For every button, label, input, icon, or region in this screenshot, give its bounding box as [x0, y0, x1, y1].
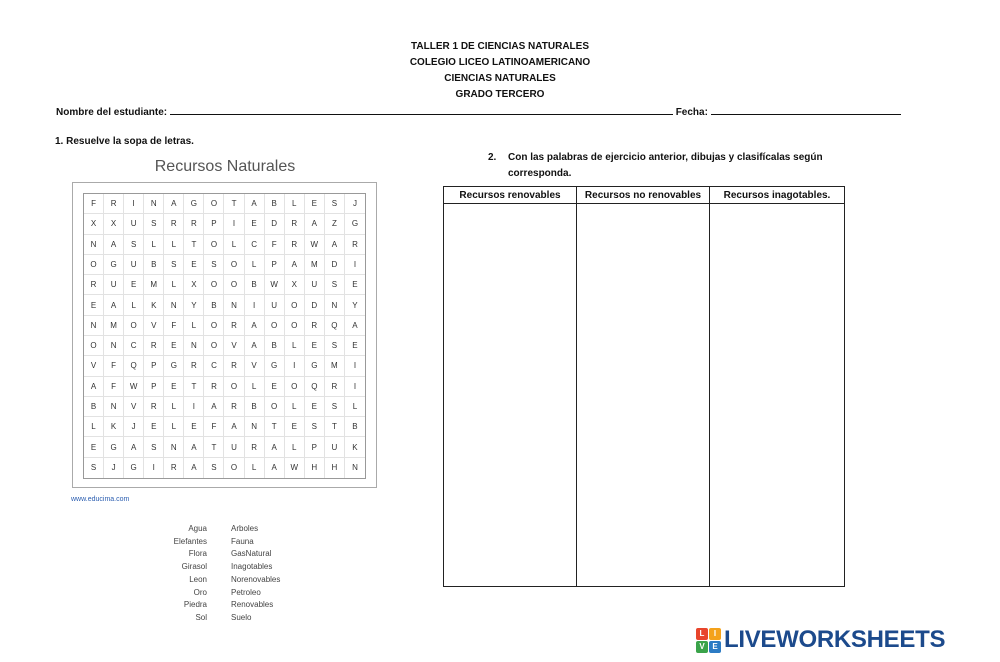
grid-cell[interactable]: B — [245, 397, 265, 417]
grid-cell[interactable]: R — [224, 397, 244, 417]
grid-cell[interactable]: B — [265, 336, 285, 356]
grid-cell[interactable]: S — [164, 255, 184, 275]
grid-cell[interactable]: W — [305, 235, 325, 255]
grid-cell[interactable]: X — [184, 275, 204, 295]
grid-cell[interactable]: S — [124, 235, 144, 255]
grid-cell[interactable]: A — [84, 377, 104, 397]
grid-cell[interactable]: F — [104, 356, 124, 376]
grid-cell[interactable]: N — [164, 437, 184, 457]
grid-cell[interactable]: F — [84, 194, 104, 214]
question-2 — [488, 150, 848, 182]
grid-cell[interactable]: I — [224, 214, 244, 234]
grid-cell[interactable]: S — [325, 194, 345, 214]
header-line-4: GRADO TERCERO — [455, 89, 545, 100]
grid-cell[interactable]: F — [104, 377, 124, 397]
grid-cell[interactable]: H — [305, 458, 325, 478]
grid-cell[interactable]: N — [104, 397, 124, 417]
column-header-renewable: Recursos renovables — [444, 187, 577, 204]
grid-cell[interactable]: T — [224, 194, 244, 214]
grid-cell[interactable]: O — [224, 255, 244, 275]
grid-cell[interactable]: X — [104, 214, 124, 234]
grid-cell[interactable]: I — [144, 458, 164, 478]
grid-cell[interactable]: V — [245, 356, 265, 376]
grid-cell[interactable]: G — [164, 356, 184, 376]
grid-cell[interactable]: E — [245, 214, 265, 234]
grid-cell[interactable]: D — [305, 295, 325, 315]
grid-cell[interactable]: P — [265, 255, 285, 275]
date-label: Fecha: — [675, 107, 708, 118]
grid-cell[interactable]: V — [124, 397, 144, 417]
grid-cell[interactable]: A — [204, 397, 224, 417]
grid-cell[interactable]: B — [144, 255, 164, 275]
grid-cell[interactable]: I — [345, 255, 365, 275]
grid-cell[interactable]: G — [104, 255, 124, 275]
grid-cell[interactable]: L — [164, 417, 184, 437]
grid-cell[interactable]: O — [204, 336, 224, 356]
grid-cell[interactable]: K — [144, 295, 164, 315]
grid-cell[interactable]: O — [285, 295, 305, 315]
grid-cell[interactable]: T — [184, 377, 204, 397]
grid-cell[interactable]: E — [345, 275, 365, 295]
grid-cell[interactable]: Q — [325, 316, 345, 336]
wordsearch-title: Recursos Naturales — [154, 158, 296, 175]
grid-cell[interactable]: A — [265, 458, 285, 478]
logo-text: LIVEWORKSHEETS — [724, 626, 946, 653]
grid-cell[interactable]: E — [305, 397, 325, 417]
grid-cell[interactable]: U — [124, 255, 144, 275]
answer-cell-nonrenewable[interactable] — [577, 204, 710, 587]
grid-cell[interactable]: C — [245, 235, 265, 255]
grid-cell[interactable]: K — [104, 417, 124, 437]
grid-cell[interactable]: L — [285, 336, 305, 356]
grid-cell[interactable]: V — [144, 316, 164, 336]
word-item: Leon — [189, 574, 207, 584]
question-2-number: 2. — [488, 152, 497, 163]
grid-cell[interactable]: R — [224, 316, 244, 336]
grid-cell[interactable]: R — [164, 214, 184, 234]
grid-cell[interactable]: Q — [305, 377, 325, 397]
grid-cell[interactable]: N — [245, 417, 265, 437]
grid-cell[interactable]: E — [84, 437, 104, 457]
grid-cell[interactable]: E — [265, 377, 285, 397]
grid-cell[interactable]: T — [184, 235, 204, 255]
grid-cell[interactable]: S — [204, 255, 224, 275]
grid-cell[interactable]: N — [325, 295, 345, 315]
grid-cell[interactable]: S — [84, 458, 104, 478]
grid-cell[interactable]: A — [224, 417, 244, 437]
grid-cell[interactable]: T — [204, 437, 224, 457]
header-line-3: CIENCIAS NATURALES — [444, 73, 556, 84]
grid-cell[interactable]: X — [285, 275, 305, 295]
grid-cell[interactable]: E — [305, 336, 325, 356]
grid-cell[interactable]: R — [204, 377, 224, 397]
grid-cell[interactable]: O — [285, 316, 305, 336]
grid-cell[interactable]: A — [164, 194, 184, 214]
grid-cell[interactable]: N — [352, 463, 358, 473]
logo-icon-letter: L — [696, 628, 708, 640]
grid-cell[interactable]: J — [124, 417, 144, 437]
word-item: Flora — [188, 549, 207, 559]
grid-cell[interactable]: C — [124, 336, 144, 356]
word-item: Renovables — [231, 600, 274, 610]
grid-cell[interactable]: I — [285, 356, 305, 376]
grid-cell[interactable]: G — [184, 194, 204, 214]
grid-cell[interactable]: R — [325, 377, 345, 397]
grid-cell[interactable]: S — [144, 437, 164, 457]
grid-cell[interactable]: R — [224, 356, 244, 376]
grid-cell[interactable]: O — [124, 316, 144, 336]
grid-cell[interactable]: A — [245, 336, 265, 356]
grid-cell[interactable]: N — [224, 295, 244, 315]
student-name-field[interactable] — [170, 105, 673, 115]
grid-cell[interactable]: L — [144, 235, 164, 255]
grid-cell[interactable]: P — [144, 377, 164, 397]
grid-cell[interactable]: R — [305, 316, 325, 336]
student-row — [56, 105, 901, 118]
grid-cell[interactable]: E — [285, 417, 305, 437]
grid-cell[interactable]: O — [204, 235, 224, 255]
grid-cell[interactable]: U — [104, 275, 124, 295]
word-item: Piedra — [183, 600, 207, 610]
grid-cell[interactable]: L — [224, 235, 244, 255]
grid-cell[interactable]: V — [84, 356, 104, 376]
word-item: Girasol — [181, 562, 207, 572]
word-item: Arboles — [231, 524, 259, 533]
grid-cell[interactable]: U — [224, 437, 244, 457]
grid-cell[interactable]: Z — [325, 214, 345, 234]
grid-cell[interactable]: N — [104, 336, 124, 356]
grid-cell[interactable]: I — [245, 295, 265, 315]
grid-cell[interactable]: E — [124, 275, 144, 295]
grid-cell[interactable]: C — [204, 356, 224, 376]
grid-cell[interactable]: B — [345, 417, 365, 437]
live-icon — [696, 628, 721, 653]
grid-cell[interactable]: K — [345, 437, 365, 457]
grid-cell[interactable]: B — [245, 275, 265, 295]
grid-cell[interactable]: O — [84, 255, 104, 275]
grid-cell[interactable]: M — [144, 275, 164, 295]
grid-cell[interactable]: O — [265, 316, 285, 336]
grid-cell[interactable]: L — [164, 235, 184, 255]
grid-cell[interactable]: Y — [345, 295, 365, 315]
grid-cell[interactable]: Y — [184, 295, 204, 315]
grid-cell[interactable]: G — [265, 356, 285, 376]
grid-cell[interactable]: P — [144, 356, 164, 376]
grid-cell[interactable]: P — [204, 214, 224, 234]
grid-cell[interactable]: L — [285, 437, 305, 457]
grid-cell[interactable]: E — [184, 255, 204, 275]
grid-cell[interactable]: I — [345, 377, 365, 397]
grid-cell[interactable]: R — [184, 214, 204, 234]
header-line-1: TALLER 1 DE CIENCIAS NATURALES — [411, 41, 589, 52]
grid-cell[interactable]: E — [305, 194, 325, 214]
grid-cell[interactable]: O — [84, 336, 104, 356]
grid-cell[interactable]: A — [245, 194, 265, 214]
grid-cell[interactable]: E — [345, 336, 365, 356]
grid-cell[interactable]: L — [124, 295, 144, 315]
word-item: Elefantes — [173, 536, 207, 546]
grid-cell[interactable]: R — [285, 214, 305, 234]
grid-cell[interactable]: S — [144, 214, 164, 234]
grid-cell[interactable]: O — [265, 397, 285, 417]
grid-cell[interactable]: L — [245, 458, 265, 478]
word-item: Agua — [188, 524, 207, 533]
grid-cell[interactable]: T — [265, 417, 285, 437]
grid-cell[interactable]: L — [345, 397, 365, 417]
grid-cell[interactable]: E — [184, 417, 204, 437]
question-2-line-1: Con las palabras de ejercicio anterior, dibujas y clasifícalas según — [508, 152, 823, 163]
classification-table — [443, 186, 845, 587]
grid-cell[interactable]: L — [285, 397, 305, 417]
grid-cell[interactable]: L — [84, 417, 104, 437]
grid-cell[interactable]: L — [164, 397, 184, 417]
word-item: Oro — [193, 587, 207, 597]
answer-cell-renewable[interactable] — [444, 204, 577, 587]
grid-cell[interactable]: O — [285, 377, 305, 397]
grid-cell[interactable]: A — [245, 316, 265, 336]
grid-cell[interactable]: E — [84, 295, 104, 315]
grid-cell[interactable]: U — [124, 214, 144, 234]
grid-cell[interactable]: L — [184, 316, 204, 336]
grid-cell[interactable]: O — [224, 458, 244, 478]
grid-cell[interactable]: O — [204, 316, 224, 336]
grid-cell[interactable]: J — [104, 458, 124, 478]
wordsearch-frame — [72, 182, 377, 488]
grid-cell[interactable]: S — [204, 458, 224, 478]
grid-cell[interactable]: I — [345, 356, 365, 376]
logo-icon-letter: E — [709, 641, 721, 653]
grid-cell[interactable]: O — [204, 275, 224, 295]
grid-cell[interactable]: O — [224, 377, 244, 397]
grid-cell[interactable]: E — [144, 417, 164, 437]
question-2-line-2: corresponda. — [508, 168, 572, 179]
grid-cell[interactable]: S — [325, 336, 345, 356]
grid-cell[interactable]: G — [345, 214, 365, 234]
grid-cell[interactable]: P — [305, 437, 325, 457]
source-link[interactable]: www.educima.com — [71, 496, 130, 503]
grid-cell[interactable]: R — [245, 437, 265, 457]
grid-cell[interactable]: S — [305, 417, 325, 437]
grid-cell[interactable]: R — [285, 235, 305, 255]
word-item: Inagotables — [231, 562, 273, 572]
grid-cell[interactable]: N — [84, 316, 104, 336]
word-item: Norenovables — [231, 574, 281, 584]
grid-cell[interactable]: N — [84, 235, 104, 255]
grid-cell[interactable]: I — [184, 397, 204, 417]
wordsearch-grid — [83, 193, 366, 479]
grid-cell[interactable]: R — [144, 336, 164, 356]
grid-cell[interactable]: S — [325, 275, 345, 295]
grid-cell[interactable]: L — [164, 275, 184, 295]
column-header-nonrenewable: Recursos no renovables — [577, 187, 710, 204]
grid-cell[interactable]: B — [204, 295, 224, 315]
grid-cell[interactable]: A — [265, 437, 285, 457]
answer-cell-inexhaustible[interactable] — [710, 204, 845, 587]
date-field[interactable] — [711, 105, 901, 115]
liveworksheets-logo — [696, 626, 945, 654]
grid-cell[interactable]: R — [144, 397, 164, 417]
grid-cell[interactable]: B — [84, 397, 104, 417]
grid-cell[interactable]: W — [285, 458, 305, 478]
grid-cell[interactable]: H — [325, 458, 345, 478]
grid-cell[interactable]: L — [245, 255, 265, 275]
grid-cell[interactable]: R — [104, 194, 124, 214]
grid-cell[interactable]: F — [164, 316, 184, 336]
grid-cell[interactable]: F — [204, 417, 224, 437]
grid-cell[interactable]: L — [245, 377, 265, 397]
grid-cell[interactable]: O — [204, 194, 224, 214]
grid-cell[interactable]: R — [84, 275, 104, 295]
grid-cell[interactable]: R — [345, 235, 365, 255]
grid-cell[interactable]: E — [164, 377, 184, 397]
grid-cell[interactable]: O — [224, 275, 244, 295]
header-line-2: COLEGIO LICEO LATINOAMERICANO — [409, 57, 591, 68]
word-item: Suelo — [231, 612, 252, 622]
grid-cell[interactable]: A — [104, 295, 124, 315]
grid-cell[interactable]: U — [265, 295, 285, 315]
grid-cell[interactable]: N — [144, 194, 164, 214]
grid-cell[interactable]: A — [104, 235, 124, 255]
grid-cell[interactable]: U — [325, 437, 345, 457]
grid-cell[interactable]: U — [305, 275, 325, 295]
grid-cell[interactable]: M — [104, 316, 124, 336]
grid-cell[interactable]: M — [325, 356, 345, 376]
grid-cell[interactable]: W — [124, 377, 144, 397]
grid-cell[interactable]: W — [265, 275, 285, 295]
grid-cell[interactable]: G — [124, 458, 144, 478]
grid-cell[interactable]: J — [345, 194, 365, 214]
word-list-left — [150, 523, 207, 625]
grid-cell[interactable]: A — [325, 235, 345, 255]
grid-cell[interactable]: B — [265, 194, 285, 214]
grid-cell[interactable]: S — [325, 397, 345, 417]
grid-cell[interactable]: A — [184, 437, 204, 457]
grid-cell[interactable]: V — [224, 336, 244, 356]
student-name-label: Nombre del estudiante: — [56, 107, 168, 118]
grid-cell[interactable]: A — [285, 255, 305, 275]
grid-cell[interactable]: E — [164, 336, 184, 356]
grid-cell[interactable]: F — [265, 235, 285, 255]
grid-cell[interactable]: A — [305, 214, 325, 234]
grid-cell[interactable]: D — [325, 255, 345, 275]
grid-cell[interactable]: I — [124, 194, 144, 214]
grid-cell[interactable]: L — [285, 194, 305, 214]
column-header-inexhaustible: Recursos inagotables. — [710, 187, 845, 204]
word-item: Fauna — [231, 536, 254, 546]
grid-cell[interactable]: G — [104, 437, 124, 457]
word-item: Petroleo — [231, 587, 261, 597]
grid-cell[interactable]: A — [184, 458, 204, 478]
word-list-right — [231, 523, 311, 625]
grid-cell[interactable]: D — [265, 214, 285, 234]
grid-cell[interactable]: R — [184, 356, 204, 376]
logo-icon-letter: V — [696, 641, 708, 653]
grid-cell[interactable]: X — [84, 214, 104, 234]
word-item: GasNatural — [231, 549, 272, 559]
grid-cell[interactable]: T — [325, 417, 345, 437]
logo-icon-letter: I — [709, 628, 721, 640]
question-1: 1. Resuelve la sopa de letras. — [55, 136, 194, 147]
grid-cell[interactable]: N — [184, 336, 204, 356]
grid-cell[interactable]: G — [305, 356, 325, 376]
grid-cell[interactable]: Q — [124, 356, 144, 376]
grid-cell[interactable]: R — [164, 458, 184, 478]
grid-cell[interactable]: N — [164, 295, 184, 315]
grid-cell[interactable]: M — [305, 255, 325, 275]
grid-cell[interactable]: A — [345, 316, 365, 336]
grid-cell[interactable]: A — [124, 437, 144, 457]
word-item: Sol — [195, 612, 207, 622]
